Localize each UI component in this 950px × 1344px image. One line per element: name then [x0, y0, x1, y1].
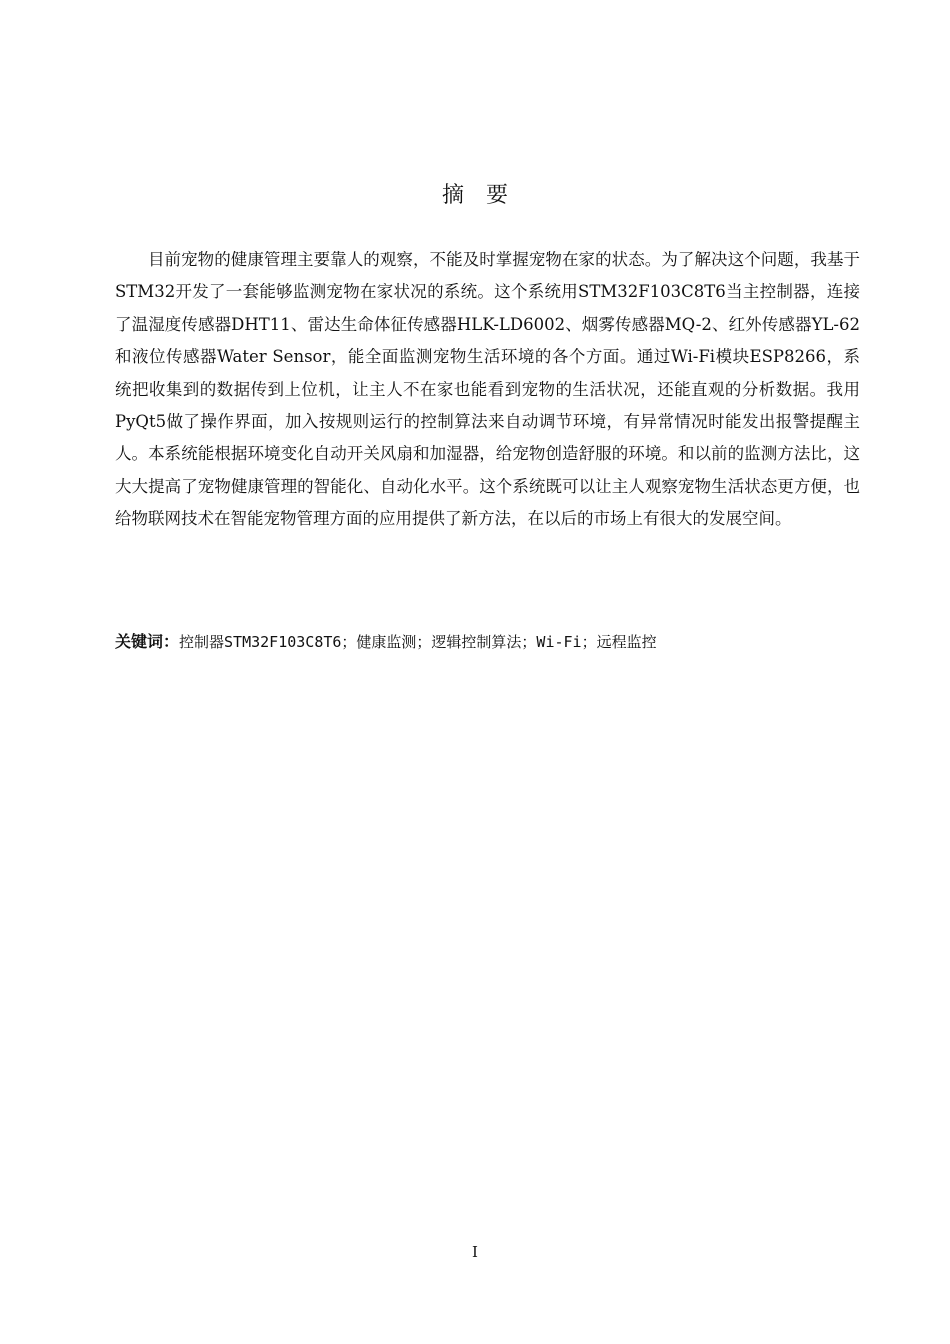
keywords-label: 关键词： — [115, 632, 180, 651]
keywords-line — [115, 628, 860, 656]
abstract-title: 摘要 — [441, 183, 530, 208]
page-number: I — [472, 1243, 478, 1261]
keywords-list: 控制器STM32F103C8T6；健康监测；逻辑控制算法；Wi-Fi；远程监控 — [179, 633, 657, 651]
abstract-paragraph: 目前宠物的健康管理主要靠人的观察，不能及时掌握宠物在家的状态。为了解决这个问题，我基于STM32开发了一套能够监测宠物在家状况的系统。这个系统用STM32F103C8T6当主控制器，连接了温湿度传感器DHT11、雷达生命体征传感器HLK-LD6002、烟雾传感器MQ-2、红外传感器YL-62和液位传感器Water Sensor，能全面监测宠物生活环境的各个方面。通过Wi-Fi模块ESP8266，系统把收集到的数据传到上位机，让主人不在家也能看到宠物的生活状况，还能直观的分析数据。我用PyQt5做了操作界面，加入按规则运行的控制算法来自动调节环境，有异常情况时能发出报警提醒主人。本系统能根据环境变化自动开关风扇和加湿器，给宠物创造舒服的环境。和以前的监测方法比，这大大提高了宠物健康管理的智能化、自动化水平。这个系统既可以让主人观察宠物生活状态更方便，也给物联网技术在智能宠物管理方面的应用提供了新方法，在以后的市场上有很大的发展空间。 — [115, 250, 860, 529]
